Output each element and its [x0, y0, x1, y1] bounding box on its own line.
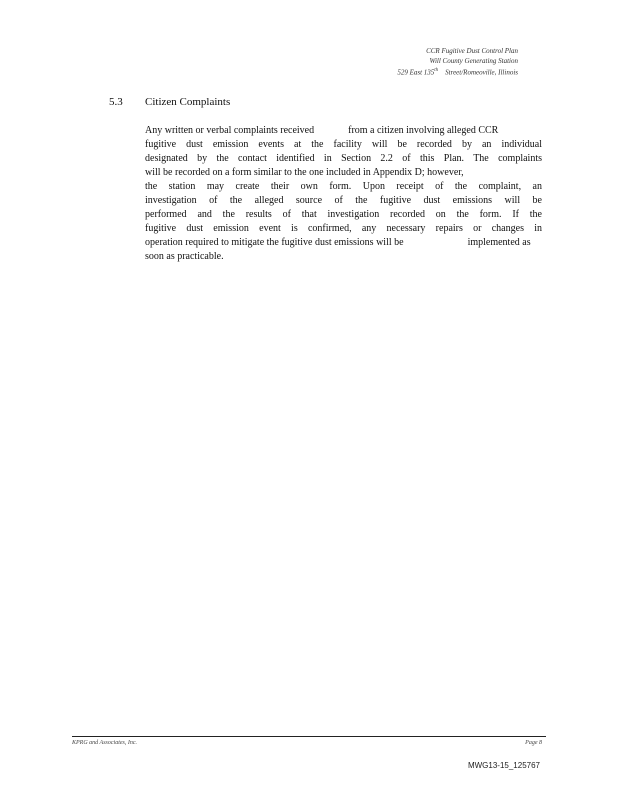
header-address — [397, 66, 518, 77]
paragraph-line: fugitive dust emission event is confirmed, any necessary repairs or changes in — [145, 223, 542, 234]
paragraph-line: will be recorded on a form similar to the one included in Appendix D; however, — [145, 167, 464, 178]
paragraph-line-part: from a citizen involving alleged CCR — [348, 125, 499, 136]
document-header — [397, 46, 518, 77]
header-address-number: 529 East 135 — [397, 68, 435, 77]
paragraph-line — [145, 124, 542, 138]
header-address-street: Street/Romeoville, Illinois — [445, 68, 518, 77]
header-address-suffix: th — [434, 68, 439, 73]
paragraph-line: performed and the results of that investigation recorded on the form. If the — [145, 209, 542, 220]
section-number: 5.3 — [109, 96, 123, 108]
paragraph-line-part: implemented as — [467, 237, 531, 248]
footer-divider — [72, 736, 546, 737]
paragraph-line: designated by the contact identified in Section 2.2 of this Plan. The complaints — [145, 153, 542, 164]
section-title: Citizen Complaints — [145, 96, 231, 108]
paragraph-line-part: operation required to mitigate the fugitive dust emissions will be — [145, 237, 404, 248]
bates-number: MWG13-15_125767 — [467, 761, 540, 770]
paragraph-line: the station may create their own form. Upon receipt of the complaint, an — [145, 181, 542, 192]
paragraph-line: soon as practicable. — [145, 251, 224, 262]
footer-company: KPRG and Associates, Inc. — [72, 740, 138, 746]
paragraph-line: fugitive dust emission events at the facility will be recorded by an individual — [145, 139, 542, 150]
paragraph-line — [145, 236, 542, 250]
paragraph-line: investigation of the alleged source of the fugitive dust emissions will be — [145, 195, 542, 206]
footer-page-number: Page 8 — [525, 740, 542, 746]
paragraph-line-part: Any written or verbal complaints received — [145, 125, 315, 136]
complaints-paragraph — [145, 124, 542, 264]
header-station-name: Will County Generating Station — [429, 57, 518, 65]
header-plan-title: CCR Fugitive Dust Control Plan — [426, 47, 518, 55]
